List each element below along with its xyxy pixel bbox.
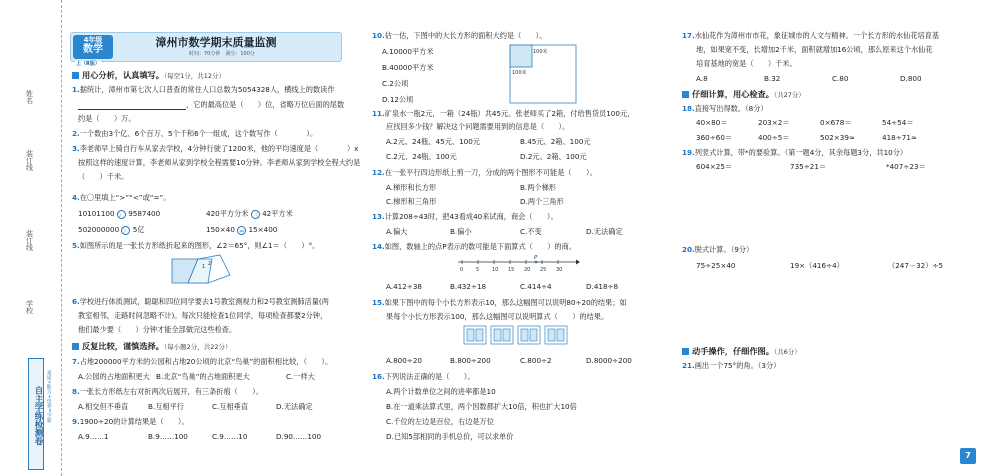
q5: 5.如图所示的是一张长方形纸折起来的图形，∠2＝65°，则∠1＝（ ）°。	[72, 241, 320, 250]
q7-option-a[interactable]: A.公园的占地面积更大	[78, 372, 150, 381]
side-label-1: 100米	[533, 49, 548, 55]
compare-circle[interactable]: 〈	[252, 211, 259, 219]
q14-option-d[interactable]: D.418÷8	[586, 282, 619, 291]
q11: 11.矿泉水一瓶2元，一箱（24瓶）共45元。张老师买了2箱，付给售货员100元，	[372, 109, 635, 118]
seal-label-1: 装订线	[25, 150, 34, 171]
q14-option-c[interactable]: C.414÷4	[520, 282, 552, 291]
q9-option-d[interactable]: D.90……100	[276, 432, 322, 441]
q7-option-c[interactable]: C.一样大	[286, 372, 315, 381]
calc-item: 502×39≈	[820, 133, 855, 142]
q13-option-a[interactable]: A.偏大	[386, 227, 408, 236]
calc-item: 54÷54＝	[882, 118, 914, 127]
point-p-label: P	[534, 255, 538, 261]
q17-option-b[interactable]: B.32	[764, 74, 781, 83]
q17-line3: 培育基地的宽是（ ）千米。	[696, 59, 797, 68]
tick-label: 15	[508, 267, 515, 273]
number-line-figure	[456, 254, 580, 274]
q16: 16.下列说法正确的是（ ）。	[372, 372, 475, 381]
q12-option-c[interactable]: C.梯形和三角形	[386, 197, 437, 206]
calc-item: 40×80＝	[696, 118, 728, 127]
side-label-2: 100米	[512, 70, 527, 76]
q13-option-c[interactable]: C.不变	[520, 227, 542, 236]
calc-item: 19×（416÷4）	[790, 261, 844, 270]
q15-line2: 果每个小长方形表示100，那么这幅图可以说明算式（ ）的结果。	[386, 312, 609, 321]
section-icon	[72, 343, 79, 350]
q9-option-a[interactable]: A.9……1	[78, 432, 109, 441]
grade-label: 4年级	[83, 36, 103, 44]
q13-option-d[interactable]: D.无法确定	[586, 227, 623, 236]
q13-option-b[interactable]: B.偏小	[450, 227, 472, 236]
angle-2-label: 2	[208, 261, 212, 267]
compare-circle[interactable]: 〉	[122, 227, 130, 235]
q11-option-d[interactable]: D.2元、2箱、100元	[520, 152, 587, 161]
q21: 21.画出一个75°的角。（3分）	[682, 361, 781, 370]
calc-item: *407÷23＝	[886, 162, 926, 171]
q1-line3: 约是（ ）万。	[78, 114, 136, 123]
q6: 6.学校进行体质测试，聪聪和四位同学要去1号教室测视力和2号教室测肺活量(两	[72, 297, 329, 306]
exam-title: 漳州市数学期末质量监测	[155, 36, 277, 49]
rectangle-groups	[464, 326, 567, 344]
tick-label: 20	[524, 267, 531, 273]
brand-badge: 自主学练检测卷	[28, 358, 44, 470]
calc-item: 400÷5＝	[758, 133, 790, 142]
q3-line2: 按照这样的速度计算，李老师从家到学校全程需要10分钟。李老师从家到学校全程大约是	[78, 158, 361, 167]
calc-item: 203×2＝	[758, 118, 790, 127]
q15: 15.如果下图中的每个小长方形表示10，那么这幅图可以说明80÷20的结果；如	[372, 298, 627, 307]
q10: 10.估一估，下图中的大长方形的面积大约是（ ）。	[372, 31, 547, 40]
q11-line2: 应找回多少钱？解决这个问题需要用到的信息是（ ）。	[386, 122, 570, 131]
q11-option-b[interactable]: B.45元、2箱、100元	[520, 137, 591, 146]
q15-option-a[interactable]: A.800÷20	[386, 356, 422, 365]
exam-meta: 时间：70分钟 满分：100分	[189, 51, 255, 57]
q8-option-d[interactable]: D.无法确定	[276, 402, 313, 411]
seal-label-2: 装订线	[25, 230, 34, 251]
q7: 7.占地200000平方米的公园和占地20公顷的北京“鸟巢”的面积相比较，（ ）。	[72, 357, 333, 366]
q11-option-c[interactable]: C.2元、24瓶、100元	[386, 152, 457, 161]
calc-item: 0×678＝	[820, 118, 852, 127]
small-rectangle	[503, 329, 510, 341]
small-rectangle	[548, 329, 555, 341]
q8-option-a[interactable]: A.相交但不垂直	[78, 402, 129, 411]
q8-option-c[interactable]: C.互相垂直	[212, 402, 249, 411]
calc-item: 75÷25×40	[696, 261, 736, 270]
tick-label: 30	[556, 267, 563, 273]
q14-option-b[interactable]: B.432÷18	[450, 282, 487, 291]
small-rectangle	[476, 329, 483, 341]
small-rectangle	[557, 329, 564, 341]
calc-item: 360÷60＝	[696, 133, 733, 142]
q12: 12.在一张平行四边形纸上剪一刀，分成的两个图形不可能是（ ）。	[372, 168, 597, 177]
q12-option-d[interactable]: D.两个三角形	[520, 197, 564, 206]
q10-option-a[interactable]: A.10000平方米	[382, 47, 434, 56]
q16-option-c[interactable]: C.千位的左边是百位，右边是万位	[386, 417, 494, 426]
section-icon	[682, 348, 689, 355]
school-label: 学校	[25, 300, 34, 314]
section-icon	[682, 91, 689, 98]
q17-option-d[interactable]: D.800	[900, 74, 922, 83]
q7-option-b[interactable]: B.北京“鸟巢”的占地面积更大	[156, 372, 250, 381]
q4: 4.在〇里填上“>”“<”或“=”。	[72, 193, 171, 202]
q16-option-b[interactable]: B.在一道乘法算式里，两个因数都扩大10倍，积也扩大10倍	[386, 402, 577, 411]
q10-option-c[interactable]: C.2公顷	[382, 79, 409, 88]
calc-item: 604×25＝	[696, 162, 733, 171]
section-3-title: 仔细计算，用心检查。（共27分）	[682, 89, 805, 100]
q3-line3: （ ）千米。	[78, 172, 129, 181]
q10-option-b[interactable]: B.40000平方米	[382, 63, 434, 72]
calc-item: 418÷71≈	[882, 133, 917, 142]
q4-row2: 502000000 〉 5亿	[78, 225, 145, 235]
section-2-title: 反复比较，谨慎选择。（每小题2分，共22分）	[72, 341, 232, 352]
q9-option-b[interactable]: B.9……100	[148, 432, 188, 441]
q19: 19.列竖式计算，带*的要验算。（第一题4分，其余每题3分，共10分）	[682, 148, 908, 157]
angle-1-label: 1	[202, 264, 206, 270]
q4-row2b: 150×40 = 15×400	[206, 225, 278, 235]
small-rectangle	[521, 329, 528, 341]
q12-option-b[interactable]: B.两个梯形	[520, 183, 556, 192]
section-4-title: 动手操作，仔细作图。（共6分）	[682, 346, 801, 357]
tick-label: 0	[460, 267, 464, 273]
grade-badge	[73, 35, 113, 68]
q8-option-b[interactable]: B.互相平行	[148, 402, 184, 411]
q6-line2: 教室相邻，走路时间忽略不计)。每次只能检查1位同学，每项检查都要2分钟，	[78, 311, 328, 320]
name-label: 姓名	[25, 90, 34, 104]
q9-option-c[interactable]: C.9……10	[212, 432, 248, 441]
q14-option-a[interactable]: A.412÷38	[386, 282, 422, 291]
tick-label: 10	[492, 267, 499, 273]
q6-line3: 他们最少要（ ）分钟才能全部做完这些检查。	[78, 325, 237, 334]
q20: 20.脱式计算。（9分）	[682, 245, 754, 254]
q14: 14.如图，数轴上的点P表示的数可能是下面算式（ ）的商。	[372, 242, 576, 251]
q10-option-d[interactable]: D.12公顷	[382, 95, 414, 104]
compare-circle[interactable]: 〉	[118, 211, 125, 219]
q17-option-c[interactable]: C.80	[832, 74, 849, 83]
q15-option-d[interactable]: D.8000÷200	[586, 356, 632, 365]
small-rectangle	[467, 329, 474, 341]
calc-item: （247－32）÷5	[888, 261, 944, 270]
section-icon	[72, 72, 79, 79]
tick-label: 5	[476, 267, 480, 273]
q1-line2: ，它的最高位是（ ）位，省略万位后面的尾数	[78, 100, 344, 110]
q1: 1.据统计，漳州市第七次人口普查的常住人口总数为5054328人，横线上的数读作	[72, 85, 335, 94]
q15-option-c[interactable]: C.800÷2	[520, 356, 552, 365]
q15-option-b[interactable]: B.800÷200	[450, 356, 491, 365]
term-label: 上（R版）	[76, 61, 100, 68]
q2: 2.一个数由3个亿、6个百万、5个千和6个一组成，这个数写作（ ）。	[72, 129, 318, 138]
q17-line2: 地，如果宽不变，长增加2千米，面积就增加16公顷，那么原来这个水仙花	[696, 45, 933, 54]
answer-blank[interactable]	[78, 109, 186, 110]
page-number: 7	[960, 448, 976, 464]
q11-option-a[interactable]: A.2元、24瓶、45元、100元	[386, 137, 480, 146]
q17-option-a[interactable]: A.8	[696, 74, 708, 83]
q4-row1: 10101100 〉 9587400	[78, 209, 161, 219]
brand-subtitle: 素质+能力+优秀=学霸	[45, 370, 52, 423]
tick-label: 25	[540, 267, 547, 273]
section-1-title: 用心分析，认真填写。（每空1分，共12分）	[72, 70, 225, 81]
small-rectangle	[494, 329, 501, 341]
point-p-marker	[535, 261, 538, 264]
q12-option-a[interactable]: A.梯形和长方形	[386, 183, 437, 192]
q18: 18.直接写出得数。（8分）	[682, 104, 768, 113]
q17: 17.水仙花作为漳州市市花，象征城市的人文与精神。一个长方形的水仙花培育基	[682, 31, 940, 40]
q9: 9.1900÷20的计算结果是（ ）。	[72, 417, 189, 426]
calc-item: 735÷21＝	[790, 162, 827, 171]
q8: 8.一张长方形纸左右对折两次后展开，有三条折痕（ ）。	[72, 387, 264, 396]
compare-circle[interactable]: =	[238, 227, 245, 235]
q4-row1b: 420平方分米 〈 42平方米	[206, 209, 293, 219]
folded-paper-figure	[168, 253, 234, 289]
small-rectangles-figure	[460, 324, 570, 346]
exam-header	[70, 32, 342, 68]
q16-option-d[interactable]: D.已知5部相同的手机总价，可以求单价	[386, 432, 514, 441]
q16-option-a[interactable]: A.两个计数单位之间的进率都是10	[386, 387, 496, 396]
q3: 3.李老师早上骑自行车从家去学校，4分钟行驶了1200米，他的平均速度是（ ）x	[72, 144, 359, 153]
rectangle-area-figure	[508, 43, 578, 105]
subject-label: 数学	[83, 44, 103, 56]
small-rectangle	[530, 329, 537, 341]
q13: 13.计算208÷43时，把43看成40来试商，商会（ ）。	[372, 212, 558, 221]
